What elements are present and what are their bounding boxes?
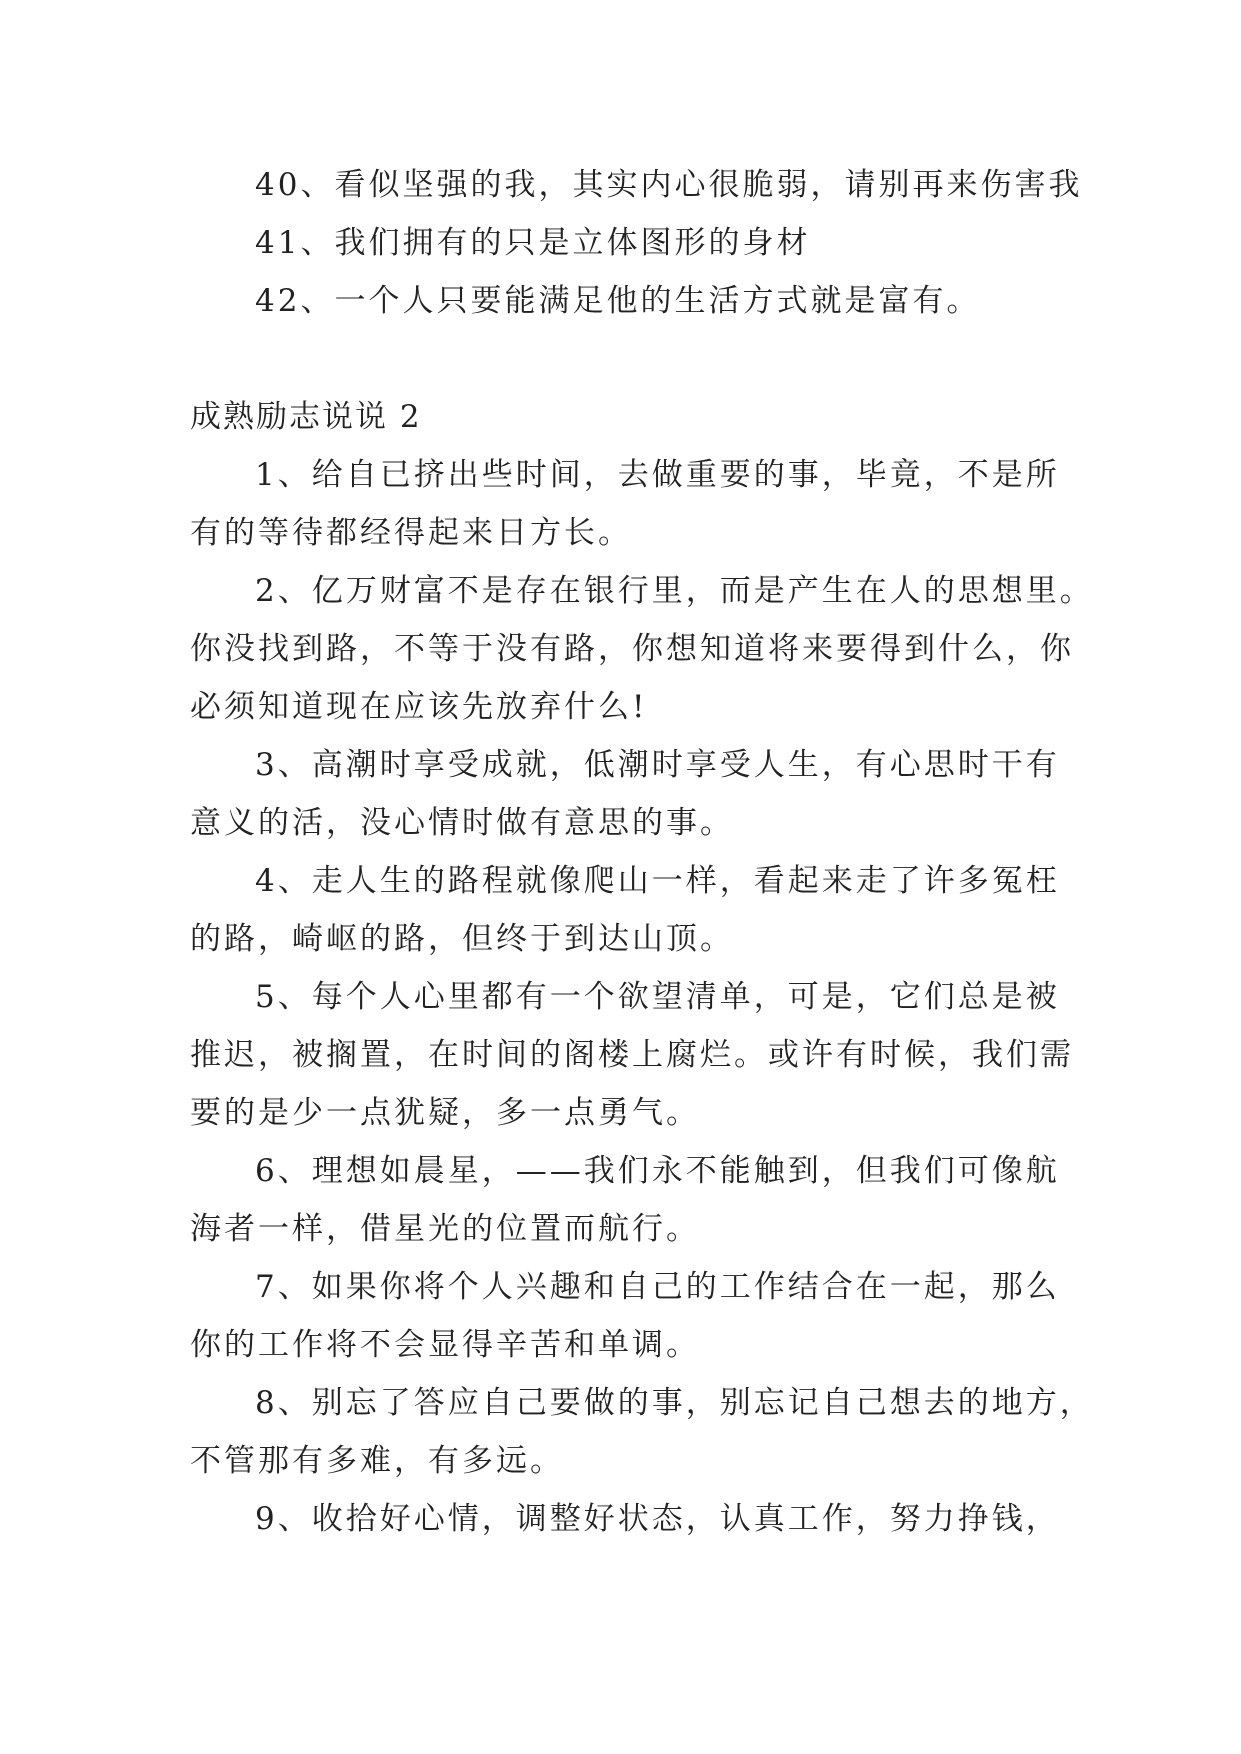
item-8-line-2: 不管那有多难，有多远。 (190, 1443, 564, 1479)
item-7-line-1: 7、如果你将个人兴趣和自己的工作结合在一起，那么 (255, 1269, 1060, 1305)
item-3-line-1: 3、高潮时享受成就，低潮时享受人生，有心思时干有 (255, 747, 1060, 783)
intro-item-40: 40、看似坚强的我，其实内心很脆弱，请别再来伤害我 (255, 167, 1083, 203)
item-2-line-2: 你没找到路，不等于没有路，你想知道将来要得到什么，你 (190, 631, 1074, 667)
item-8-line-1: 8、别忘了答应自己要做的事，别忘记自己想去的地方， (255, 1385, 1094, 1421)
item-2-line-1: 2、亿万财富不是存在银行里，而是产生在人的思想里。 (255, 573, 1094, 609)
item-4-line-1: 4、走人生的路程就像爬山一样，看起来走了许多冤枉 (255, 863, 1060, 899)
intro-item-41: 41、我们拥有的只是立体图形的身材 (255, 225, 811, 261)
item-3-line-2: 意义的活，没心情时做有意思的事。 (190, 805, 734, 841)
item-7-line-2: 你的工作将不会显得辛苦和单调。 (190, 1327, 700, 1363)
item-4-line-2: 的路，崎岖的路，但终于到达山顶。 (190, 921, 734, 957)
item-6-line-2: 海者一样，借星光的位置而航行。 (190, 1211, 700, 1247)
item-2-line-3: 必须知道现在应该先放弃什么! (190, 689, 648, 725)
section-title: 成熟励志说说 2 (190, 399, 422, 435)
item-9-line-1: 9、收拾好心情，调整好状态，认真工作，努力挣钱， (255, 1501, 1060, 1537)
item-1-line-1: 1、给自已挤出些时间，去做重要的事，毕竟，不是所 (255, 457, 1060, 493)
intro-item-42: 42、一个人只要能满足他的生活方式就是富有。 (255, 283, 981, 319)
item-5-line-2: 推迟，被搁置，在时间的阁楼上腐烂。或许有时候，我们需 (190, 1037, 1074, 1073)
item-6-line-1: 6、理想如晨星，——我们永不能触到，但我们可像航 (255, 1153, 1060, 1189)
item-5-line-3: 要的是少一点犹疑，多一点勇气。 (190, 1095, 700, 1131)
item-5-line-1: 5、每个人心里都有一个欲望清单，可是，它们总是被 (255, 979, 1060, 1015)
item-1-line-2: 有的等待都经得起来日方长。 (190, 515, 632, 551)
